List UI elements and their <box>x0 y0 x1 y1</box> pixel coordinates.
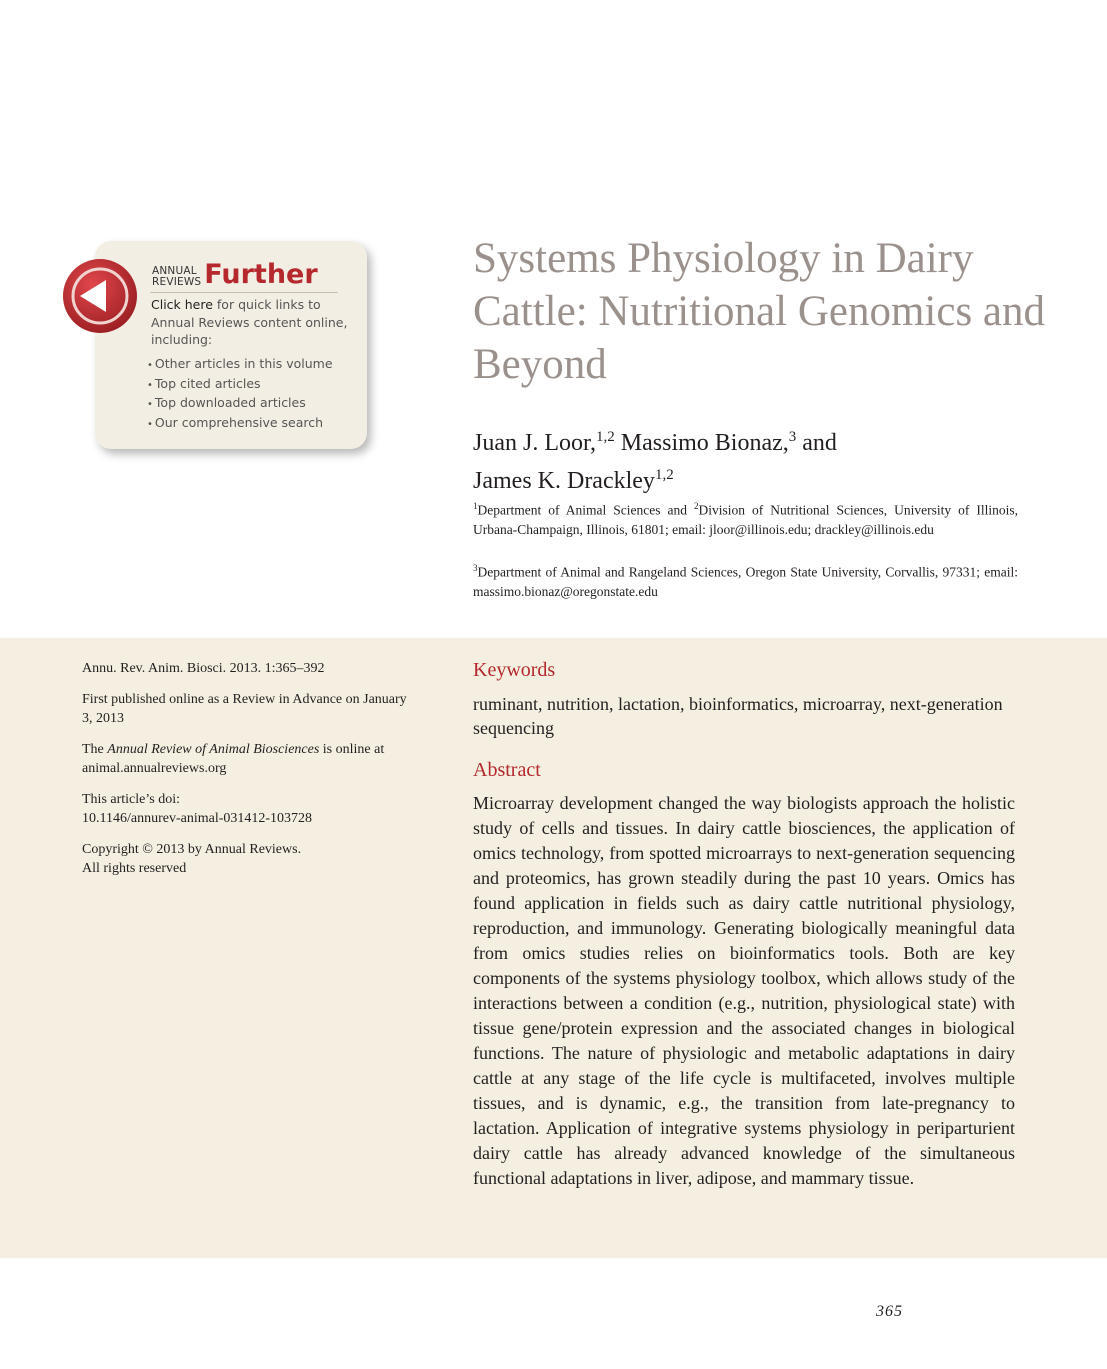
further-description: Click here for quick links to Annual Reviews content online, including: <box>151 297 348 347</box>
keywords-text: ruminant, nutrition, lactation, bioinformatics, microarray, next-generation sequencing <box>473 694 1003 738</box>
further-links-list <box>147 355 333 433</box>
first-published-note: First published online as a Review in Advance on January 3, 2013 <box>82 692 407 726</box>
author-affiliation-marker: 1,2 <box>654 467 674 483</box>
doi-value[interactable]: 10.1146/annurev-animal-031412-103728 <box>82 811 313 826</box>
back-arrow-icon[interactable] <box>62 258 138 334</box>
abstract-heading: Abstract <box>473 759 541 781</box>
author-conjunction: and <box>802 430 837 456</box>
author-name: Massimo Bionaz, <box>620 430 789 456</box>
doi-block <box>82 790 412 828</box>
journal-online-note: The Annual Review of Animal Biosciences is online at animal.annualreviews.org <box>82 742 385 776</box>
further-wordmark: Further <box>204 259 318 290</box>
doi-label: This article’s doi: <box>82 792 180 807</box>
citation: Annu. Rev. Anim. Biosci. 2013. 1:365–392 <box>82 661 325 676</box>
journal-name: Annual Review of Animal Biosciences <box>107 742 320 757</box>
annual-reviews-wordmark: ANNUAL REVIEWS <box>152 265 202 288</box>
further-divider <box>150 292 338 293</box>
further-link-other-articles[interactable]: • Other articles in this volume <box>147 355 333 375</box>
copyright-line: Copyright © 2013 by Annual Reviews. <box>82 842 302 857</box>
further-link-top-downloaded[interactable]: • Top downloaded articles <box>147 394 333 414</box>
author-affiliation-marker: 3 <box>788 429 797 445</box>
article-title: Systems Physiology in Dairy Cattle: Nutritional Genomics and Beyond <box>473 235 1046 388</box>
further-link-top-cited[interactable]: • Top cited articles <box>147 375 333 395</box>
affiliation-2: $^3$Department of Animal and Rangeland Sciences, Oregon State University, Corvallis, 97331; email: massimo.bionaz@oregonstate.edu <box>473 563 1018 599</box>
author-name: Juan J. Loor, <box>473 430 597 456</box>
keywords-heading: Keywords <box>473 659 556 681</box>
click-here-link[interactable]: Click here <box>151 297 213 312</box>
further-link-search[interactable]: • Our comprehensive search <box>147 414 333 434</box>
annual-reviews-further-logo[interactable] <box>152 259 318 290</box>
author-list <box>473 421 1033 497</box>
rights-line: All rights reserved <box>82 861 187 876</box>
page-number: 365 <box>876 1303 903 1320</box>
affiliation-1: $^1$Department of Animal Sciences and $^2$Division of Nutritional Sciences, University of Illinois, Urbana-Champaign, Illinois, 61801; email: jloor@illinois.edu; drackley@illinois.edu <box>473 501 1018 537</box>
abstract-text: Microarray development changed the way biologists approach the holistic study of cells and tissues. In dairy cattle biosciences, the application of omics technology, from spotted microarrays to next-generation sequencing and proteomics, has grown steadily during the past 10 years. Omics has found application in fields such as dairy cattle nutritional physiology, reproduction, and immunology. Generating biologically meaningful data from omics studies relies on bioinformatics tools. Both are key components of the systems physiology toolbox, which allows study of the interactions between a condition (e.g., nutrition, physiological state) with tissue gene/​protein expression and the associated changes in biological functions. The nature of physiologic and metabolic adaptations in dairy cattle at any stage of the life cycle is multifaceted, involves multiple tissues, and is dynamic, e.g., the transition from late-​pregnancy to lactation. Application of integrative systems physiology in periparturient dairy cattle has already advanced knowledge of the simultaneous functional adaptations in liver, adipose, and mammary tissue. <box>473 793 1015 1188</box>
copyright-block <box>82 840 412 878</box>
author-affiliation-marker: 1,2 <box>596 429 615 445</box>
author-name: James K. Drackley <box>473 468 655 494</box>
